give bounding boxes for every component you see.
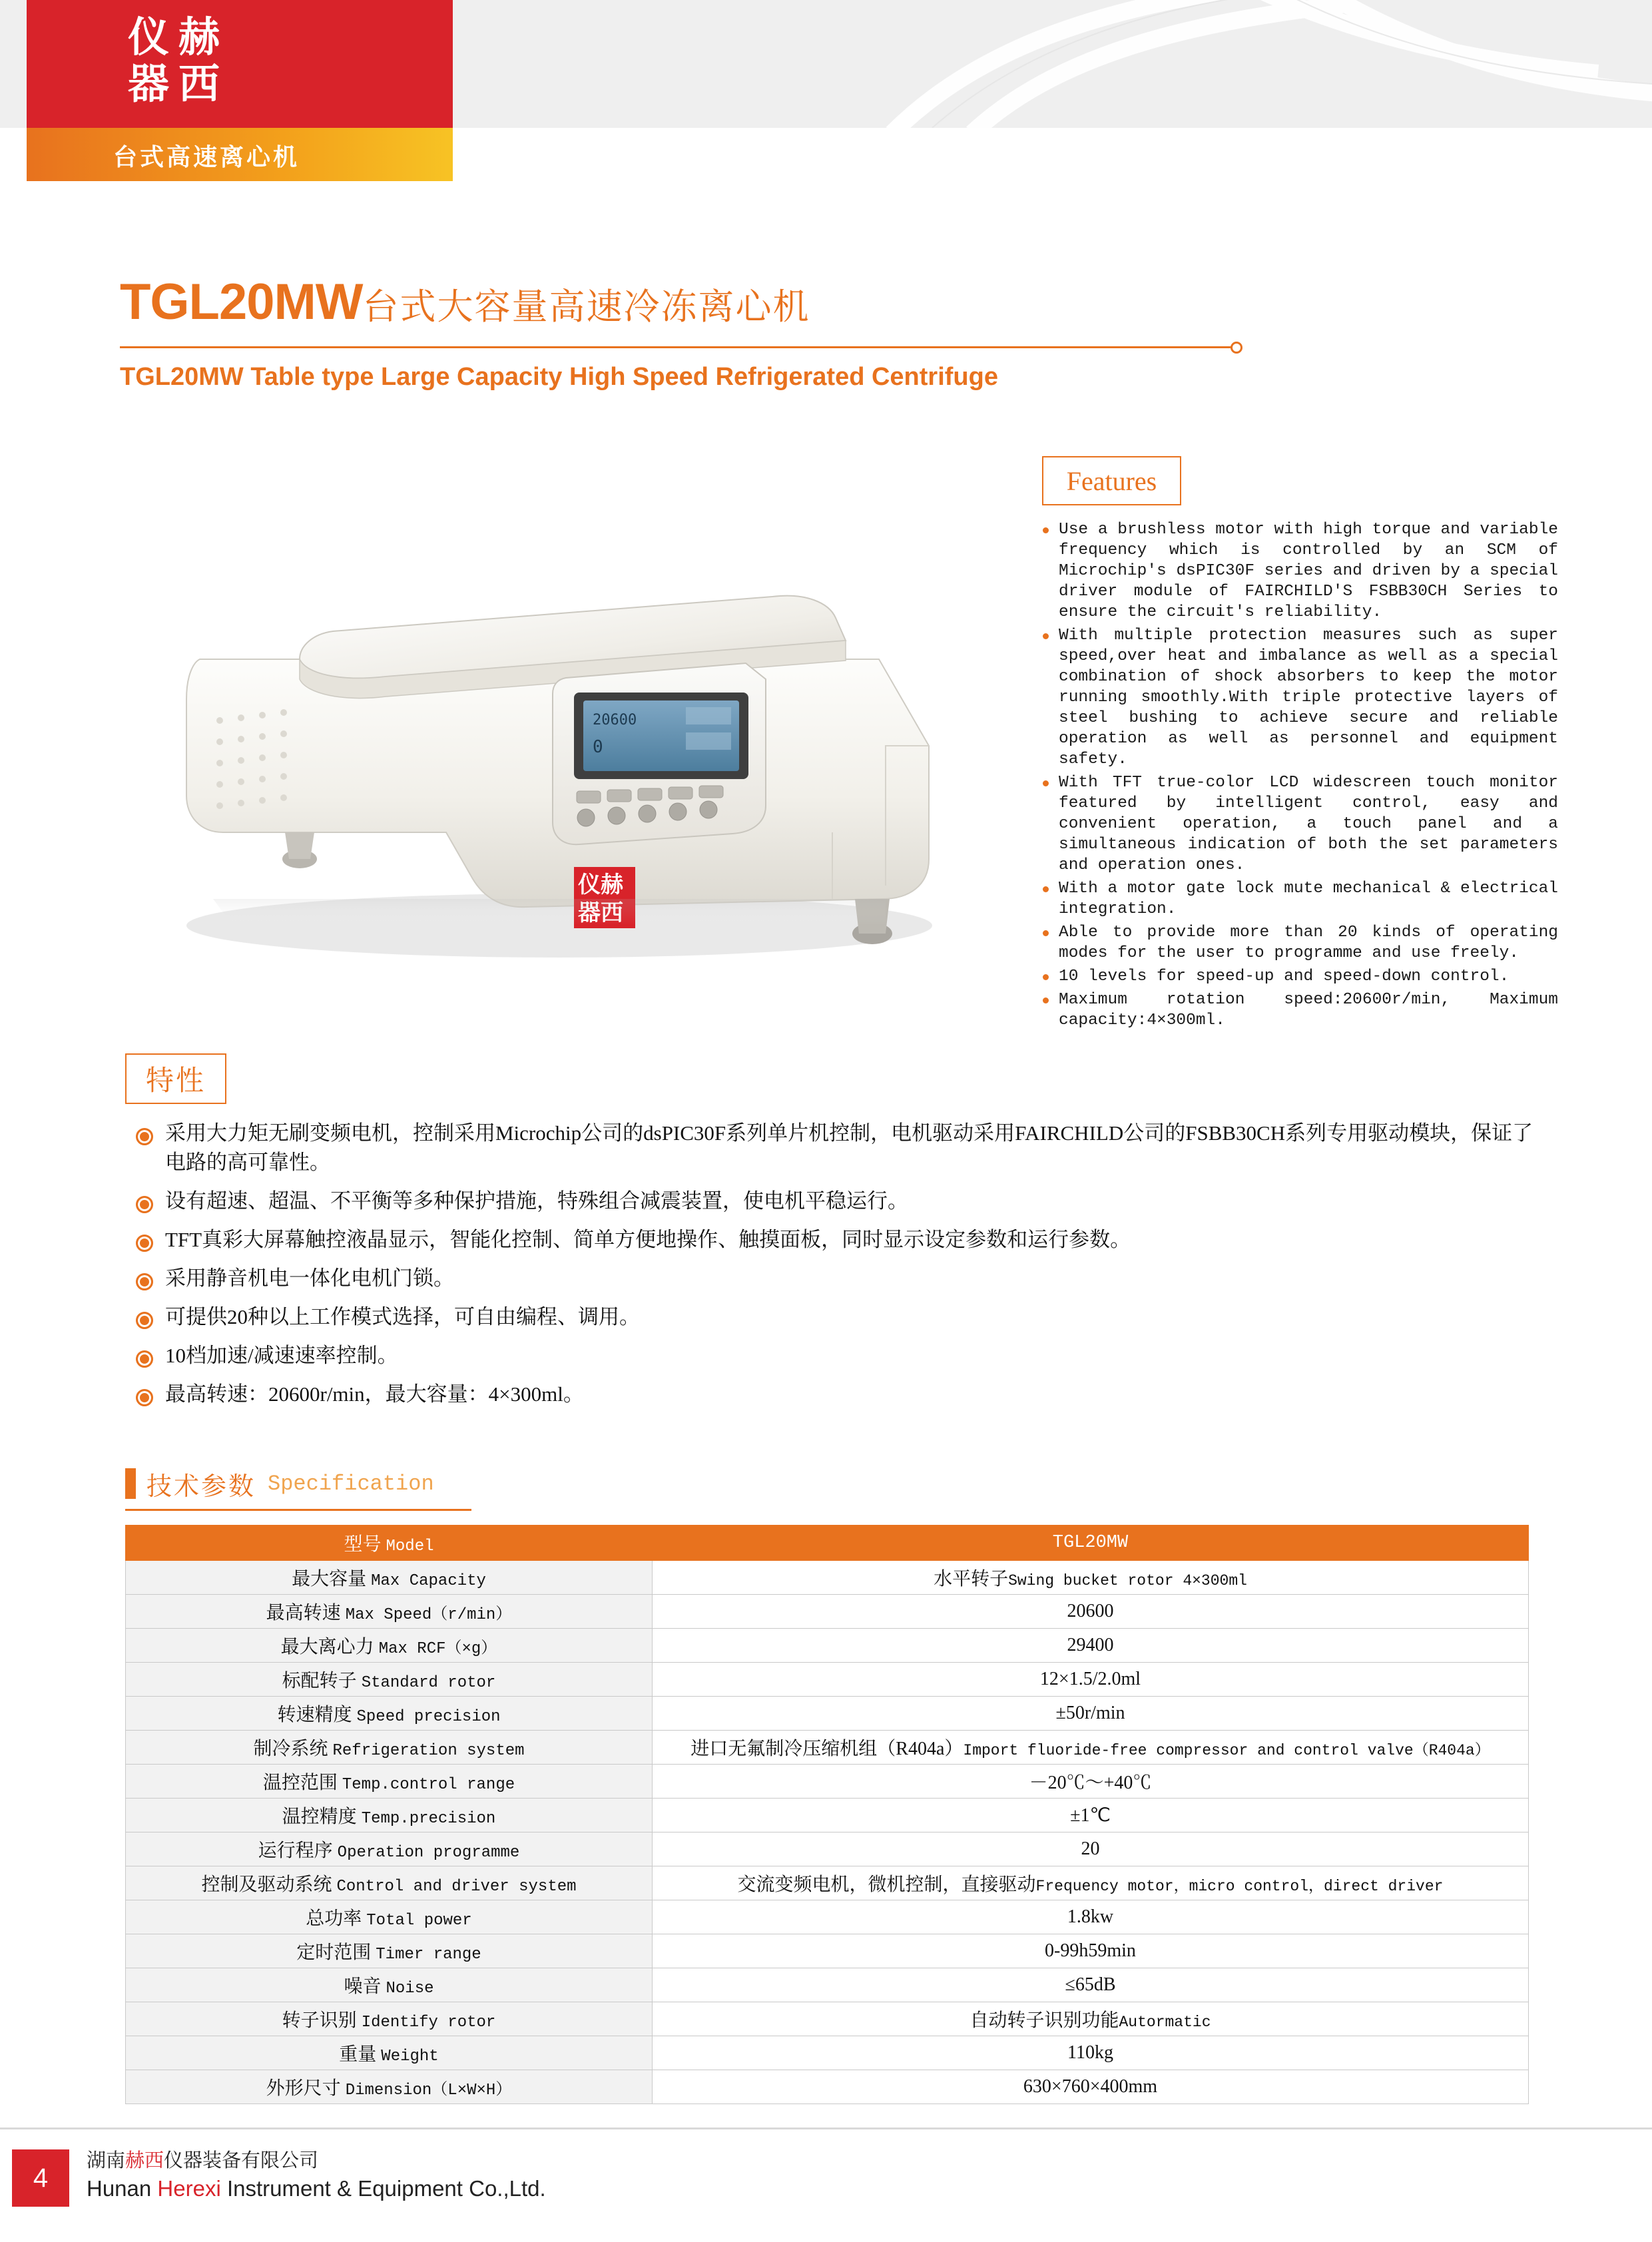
spec-label-en: Noise bbox=[386, 1980, 434, 1998]
spec-value bbox=[653, 1832, 1529, 1866]
header-divider bbox=[0, 181, 1652, 185]
header-decorative-graphic bbox=[466, 0, 1652, 128]
characteristic-item: 设有超速、超温、不平衡等多种保护措施，特殊组合减震装置，使电机平稳运行。 bbox=[131, 1187, 1535, 1216]
spec-value bbox=[653, 1866, 1529, 1900]
specification-table bbox=[125, 1525, 1529, 2104]
characteristics-tag-label: 特性 bbox=[145, 1066, 206, 1097]
footer-company-en bbox=[87, 2176, 546, 2201]
spec-label bbox=[126, 2070, 653, 2104]
table-header-row bbox=[126, 1526, 1529, 1561]
spec-value bbox=[653, 1799, 1529, 1832]
table-header-model bbox=[126, 1526, 653, 1561]
spec-value-en: Import fluoride-free compressor and control valve（R404a） bbox=[963, 1742, 1490, 1759]
svg-text:仪赫: 仪赫 bbox=[578, 873, 623, 898]
table-row bbox=[126, 1595, 1529, 1629]
spec-label-cn: 重量 bbox=[339, 2044, 377, 2065]
table-header-model-en: Model bbox=[386, 1538, 434, 1555]
spec-value-cn: 12×1.5/2.0ml bbox=[1039, 1669, 1141, 1689]
spec-value-en: Frequency motor，micro control，direct driver bbox=[1035, 1878, 1444, 1895]
spec-label-cn: 最大离心力 bbox=[280, 1637, 374, 1657]
spec-label bbox=[126, 2036, 653, 2070]
spec-label bbox=[126, 1595, 653, 1629]
spec-label bbox=[126, 1765, 653, 1799]
spec-value bbox=[653, 1595, 1529, 1629]
spec-label-en: Dimension（L×W×H） bbox=[345, 2082, 512, 2100]
spec-label-en: Total power bbox=[366, 1912, 472, 1930]
spec-label-cn: 最大容量 bbox=[292, 1569, 367, 1589]
svg-text:器西: 器西 bbox=[578, 901, 623, 926]
spec-label-cn: 运行程序 bbox=[258, 1840, 333, 1861]
feature-item: Use a brushless motor with high torque and variable frequency which is controlled by an SCM of Microchip's dsPIC30F series and driven by a special driver module of FAIRCHILD'S FSBB30CH Series to ensure the circuit's reliability. bbox=[1039, 519, 1558, 623]
spec-value-cn: ±1℃ bbox=[1070, 1805, 1111, 1826]
spec-value-cn: 自动转子识别功能 bbox=[969, 2010, 1119, 2031]
header-band-text: 台式高速离心机 bbox=[113, 143, 300, 170]
spec-label-en: Max RCF（×g） bbox=[378, 1640, 497, 1658]
spec-label-cn: 最高转速 bbox=[266, 1603, 341, 1623]
herexi-logo-icon bbox=[127, 15, 246, 108]
spec-label-en: Control and driver system bbox=[336, 1878, 577, 1896]
brand-logo-block bbox=[27, 0, 453, 128]
footer-company-cn-suffix: 仪器装备有限公司 bbox=[164, 2150, 319, 2171]
spec-label-cn: 转速精度 bbox=[277, 1705, 352, 1725]
spec-label-cn: 噪音 bbox=[344, 1976, 382, 1997]
logo-char-3: 器 bbox=[128, 62, 170, 107]
table-row bbox=[126, 1799, 1529, 1832]
spec-value-en: Swing bucket rotor 4×300ml bbox=[1008, 1572, 1247, 1589]
table-row bbox=[126, 1561, 1529, 1595]
spec-value bbox=[653, 2070, 1529, 2104]
spec-label-en: Weight bbox=[381, 2048, 439, 2066]
characteristic-item: 可提供20种以上工作模式选择，可自由编程、调用。 bbox=[131, 1302, 1535, 1332]
table-row bbox=[126, 1934, 1529, 1968]
spec-value bbox=[653, 1934, 1529, 1968]
logo-char-1: 仪 bbox=[128, 15, 170, 61]
spec-label-en: Identify rotor bbox=[361, 2014, 496, 2032]
characteristic-item: 10档加速/减速速率控制。 bbox=[131, 1341, 1535, 1370]
spec-label-en: Speed precision bbox=[356, 1708, 501, 1726]
table-row bbox=[126, 2070, 1529, 2104]
feature-item: Able to provide more than 20 kinds of operating modes for the user to programme and use freely. bbox=[1039, 922, 1558, 964]
features-list bbox=[1039, 519, 1558, 1033]
characteristics-tag bbox=[125, 1053, 226, 1104]
spec-value-cn: 20 bbox=[1081, 1838, 1100, 1859]
spec-label-en: Temp.control range bbox=[342, 1776, 515, 1794]
characteristic-item: 最高转速：20600r/min，最大容量：4×300ml。 bbox=[131, 1380, 1535, 1409]
page-header bbox=[0, 0, 1652, 170]
table-row bbox=[126, 1663, 1529, 1697]
spec-label bbox=[126, 1934, 653, 1968]
table-row bbox=[126, 1697, 1529, 1731]
spec-label bbox=[126, 1663, 653, 1697]
spec-label-en: Timer range bbox=[376, 1946, 481, 1964]
logo-char-4: 西 bbox=[178, 62, 220, 107]
spec-value bbox=[653, 1968, 1529, 2002]
spec-label-cn: 转子识别 bbox=[282, 2010, 357, 2031]
specification-heading-cn: 技术参数 bbox=[146, 1472, 256, 1501]
title-underline bbox=[120, 346, 1232, 348]
spec-label bbox=[126, 1561, 653, 1595]
spec-label bbox=[126, 1697, 653, 1731]
footer-company-cn-prefix: 湖南 bbox=[87, 2150, 126, 2171]
spec-value bbox=[653, 1697, 1529, 1731]
spec-label-en: Standard rotor bbox=[361, 1674, 496, 1692]
spec-label-en: Max Speed（r/min） bbox=[345, 1606, 512, 1624]
spec-label-cn: 定时范围 bbox=[296, 1942, 372, 1963]
table-row bbox=[126, 2002, 1529, 2036]
spec-label bbox=[126, 1968, 653, 2002]
svg-text:20600: 20600 bbox=[593, 712, 637, 728]
footer-company-cn-brand: 赫西 bbox=[125, 2150, 164, 2171]
page-title-en: TGL20MW Table type Large Capacity High Speed Refrigerated Centrifuge bbox=[120, 363, 998, 391]
spec-value-cn: 交流变频电机，微机控制，直接驱动 bbox=[737, 1874, 1036, 1895]
spec-value bbox=[653, 1900, 1529, 1934]
table-row bbox=[126, 1731, 1529, 1765]
feature-item: 10 levels for speed-up and speed-down control. bbox=[1039, 966, 1558, 987]
specification-underline bbox=[125, 1509, 471, 1511]
product-photo bbox=[100, 459, 1019, 999]
spec-label bbox=[126, 1731, 653, 1765]
spec-label-cn: 外形尺寸 bbox=[266, 2078, 341, 2099]
spec-label-en: Refrigeration system bbox=[332, 1742, 525, 1760]
table-row bbox=[126, 1765, 1529, 1799]
footer-divider bbox=[0, 2127, 1652, 2129]
spec-value bbox=[653, 1561, 1529, 1595]
table-row bbox=[126, 2036, 1529, 2070]
spec-value bbox=[653, 1731, 1529, 1765]
spec-value bbox=[653, 2036, 1529, 2070]
spec-value bbox=[653, 2002, 1529, 2036]
spec-label-en: Temp.precision bbox=[361, 1810, 496, 1828]
footer-company-en-brand: Herexi bbox=[157, 2176, 221, 2201]
spec-value-cn: －20℃～+40℃ bbox=[1029, 1773, 1152, 1793]
spec-value bbox=[653, 1663, 1529, 1697]
page-title-model: TGL20MW bbox=[120, 274, 363, 330]
feature-item: With TFT true-color LCD widescreen touch monitor featured by intelligent control, easy and convenient operation, a touch panel and a simultaneous indication of both the set parameters and operation ones. bbox=[1039, 772, 1558, 876]
footer-company-en-suffix: Instrument & Equipment Co.,Ltd. bbox=[220, 2176, 546, 2201]
table-row bbox=[126, 1629, 1529, 1663]
spec-value-cn: 进口无氟制冷压缩机组（R404a） bbox=[690, 1739, 964, 1759]
spec-value-cn: 0-99h59min bbox=[1045, 1940, 1136, 1961]
features-tag-label: Features bbox=[1066, 465, 1157, 496]
characteristic-item: 采用静音机电一体化电机门锁。 bbox=[131, 1264, 1535, 1293]
characteristics-list bbox=[131, 1119, 1535, 1418]
spec-label-en: Max Capacity bbox=[371, 1572, 486, 1590]
spec-value-cn: 20600 bbox=[1067, 1601, 1114, 1621]
page-number: 4 bbox=[12, 2149, 69, 2207]
table-row bbox=[126, 1968, 1529, 2002]
footer-company-cn bbox=[87, 2145, 318, 2173]
spec-label bbox=[126, 1799, 653, 1832]
spec-value-cn: ≤65dB bbox=[1065, 1974, 1116, 1995]
spec-value-cn: ±50r/min bbox=[1055, 1703, 1125, 1723]
spec-value-cn: 水平转子 bbox=[934, 1569, 1009, 1589]
spec-value bbox=[653, 1629, 1529, 1663]
spec-label-cn: 温控精度 bbox=[282, 1807, 357, 1827]
spec-value-cn: 630×760×400mm bbox=[1023, 2076, 1158, 2097]
spec-value bbox=[653, 1765, 1529, 1799]
spec-label bbox=[126, 1866, 653, 1900]
characteristic-item: 采用大力矩无刷变频电机，控制采用Microchip公司的dsPIC30F系列单片机控制，电机驱动采用FAIRCHILD公司的FSBB30CH系列专用驱动模块，保证了电路的高可靠性。 bbox=[131, 1119, 1535, 1177]
page-title bbox=[120, 273, 1531, 330]
table-row bbox=[126, 1900, 1529, 1934]
spec-label bbox=[126, 2002, 653, 2036]
spec-label bbox=[126, 1900, 653, 1934]
table-row bbox=[126, 1866, 1529, 1900]
spec-label bbox=[126, 1629, 653, 1663]
spec-label-cn: 制冷系统 bbox=[253, 1739, 328, 1759]
feature-item: With multiple protection measures such as super speed,over heat and imbalance as well as a special combination of shock absorbers to keep the motor running smoothly.With triple protective layers of steel bushing to achieve secure and reliable operation as well as personnel and equipment safety. bbox=[1039, 625, 1558, 770]
spec-value-en: Autormatic bbox=[1119, 2014, 1211, 2031]
logo-char-2: 赫 bbox=[178, 15, 220, 61]
spec-label-cn: 温控范围 bbox=[262, 1773, 338, 1793]
svg-text:0: 0 bbox=[593, 737, 603, 757]
footer-company-en-prefix: Hunan bbox=[87, 2176, 158, 2201]
specification-heading bbox=[125, 1465, 434, 1502]
spec-label-cn: 总功率 bbox=[306, 1908, 362, 1929]
feature-item: Maximum rotation speed:20600r/min, Maximum capacity:4×300ml. bbox=[1039, 989, 1558, 1031]
spec-value-cn: 110kg bbox=[1067, 2042, 1113, 2063]
spec-label-en: Operation programme bbox=[337, 1844, 520, 1862]
table-row bbox=[126, 1832, 1529, 1866]
table-header-value: TGL20MW bbox=[653, 1526, 1529, 1561]
spec-label-cn: 标配转子 bbox=[282, 1671, 357, 1691]
specification-heading-en: Specification bbox=[268, 1471, 434, 1496]
spec-value-cn: 1.8kw bbox=[1067, 1906, 1114, 1927]
characteristic-item: TFT真彩大屏幕触控液晶显示，智能化控制、简单方便地操作、触摸面板，同时显示设定参数和运行参数。 bbox=[131, 1225, 1535, 1255]
spec-label bbox=[126, 1832, 653, 1866]
feature-item: With a motor gate lock mute mechanical & electrical integration. bbox=[1039, 878, 1558, 920]
spec-value-cn: 29400 bbox=[1067, 1635, 1114, 1655]
heading-accent-bar bbox=[125, 1468, 136, 1499]
table-header-model-cn: 型号 bbox=[344, 1534, 382, 1555]
spec-label-cn: 控制及驱动系统 bbox=[201, 1874, 332, 1895]
features-tag bbox=[1042, 456, 1181, 505]
page-title-cn: 台式大容量高速冷冻离心机 bbox=[362, 287, 810, 327]
